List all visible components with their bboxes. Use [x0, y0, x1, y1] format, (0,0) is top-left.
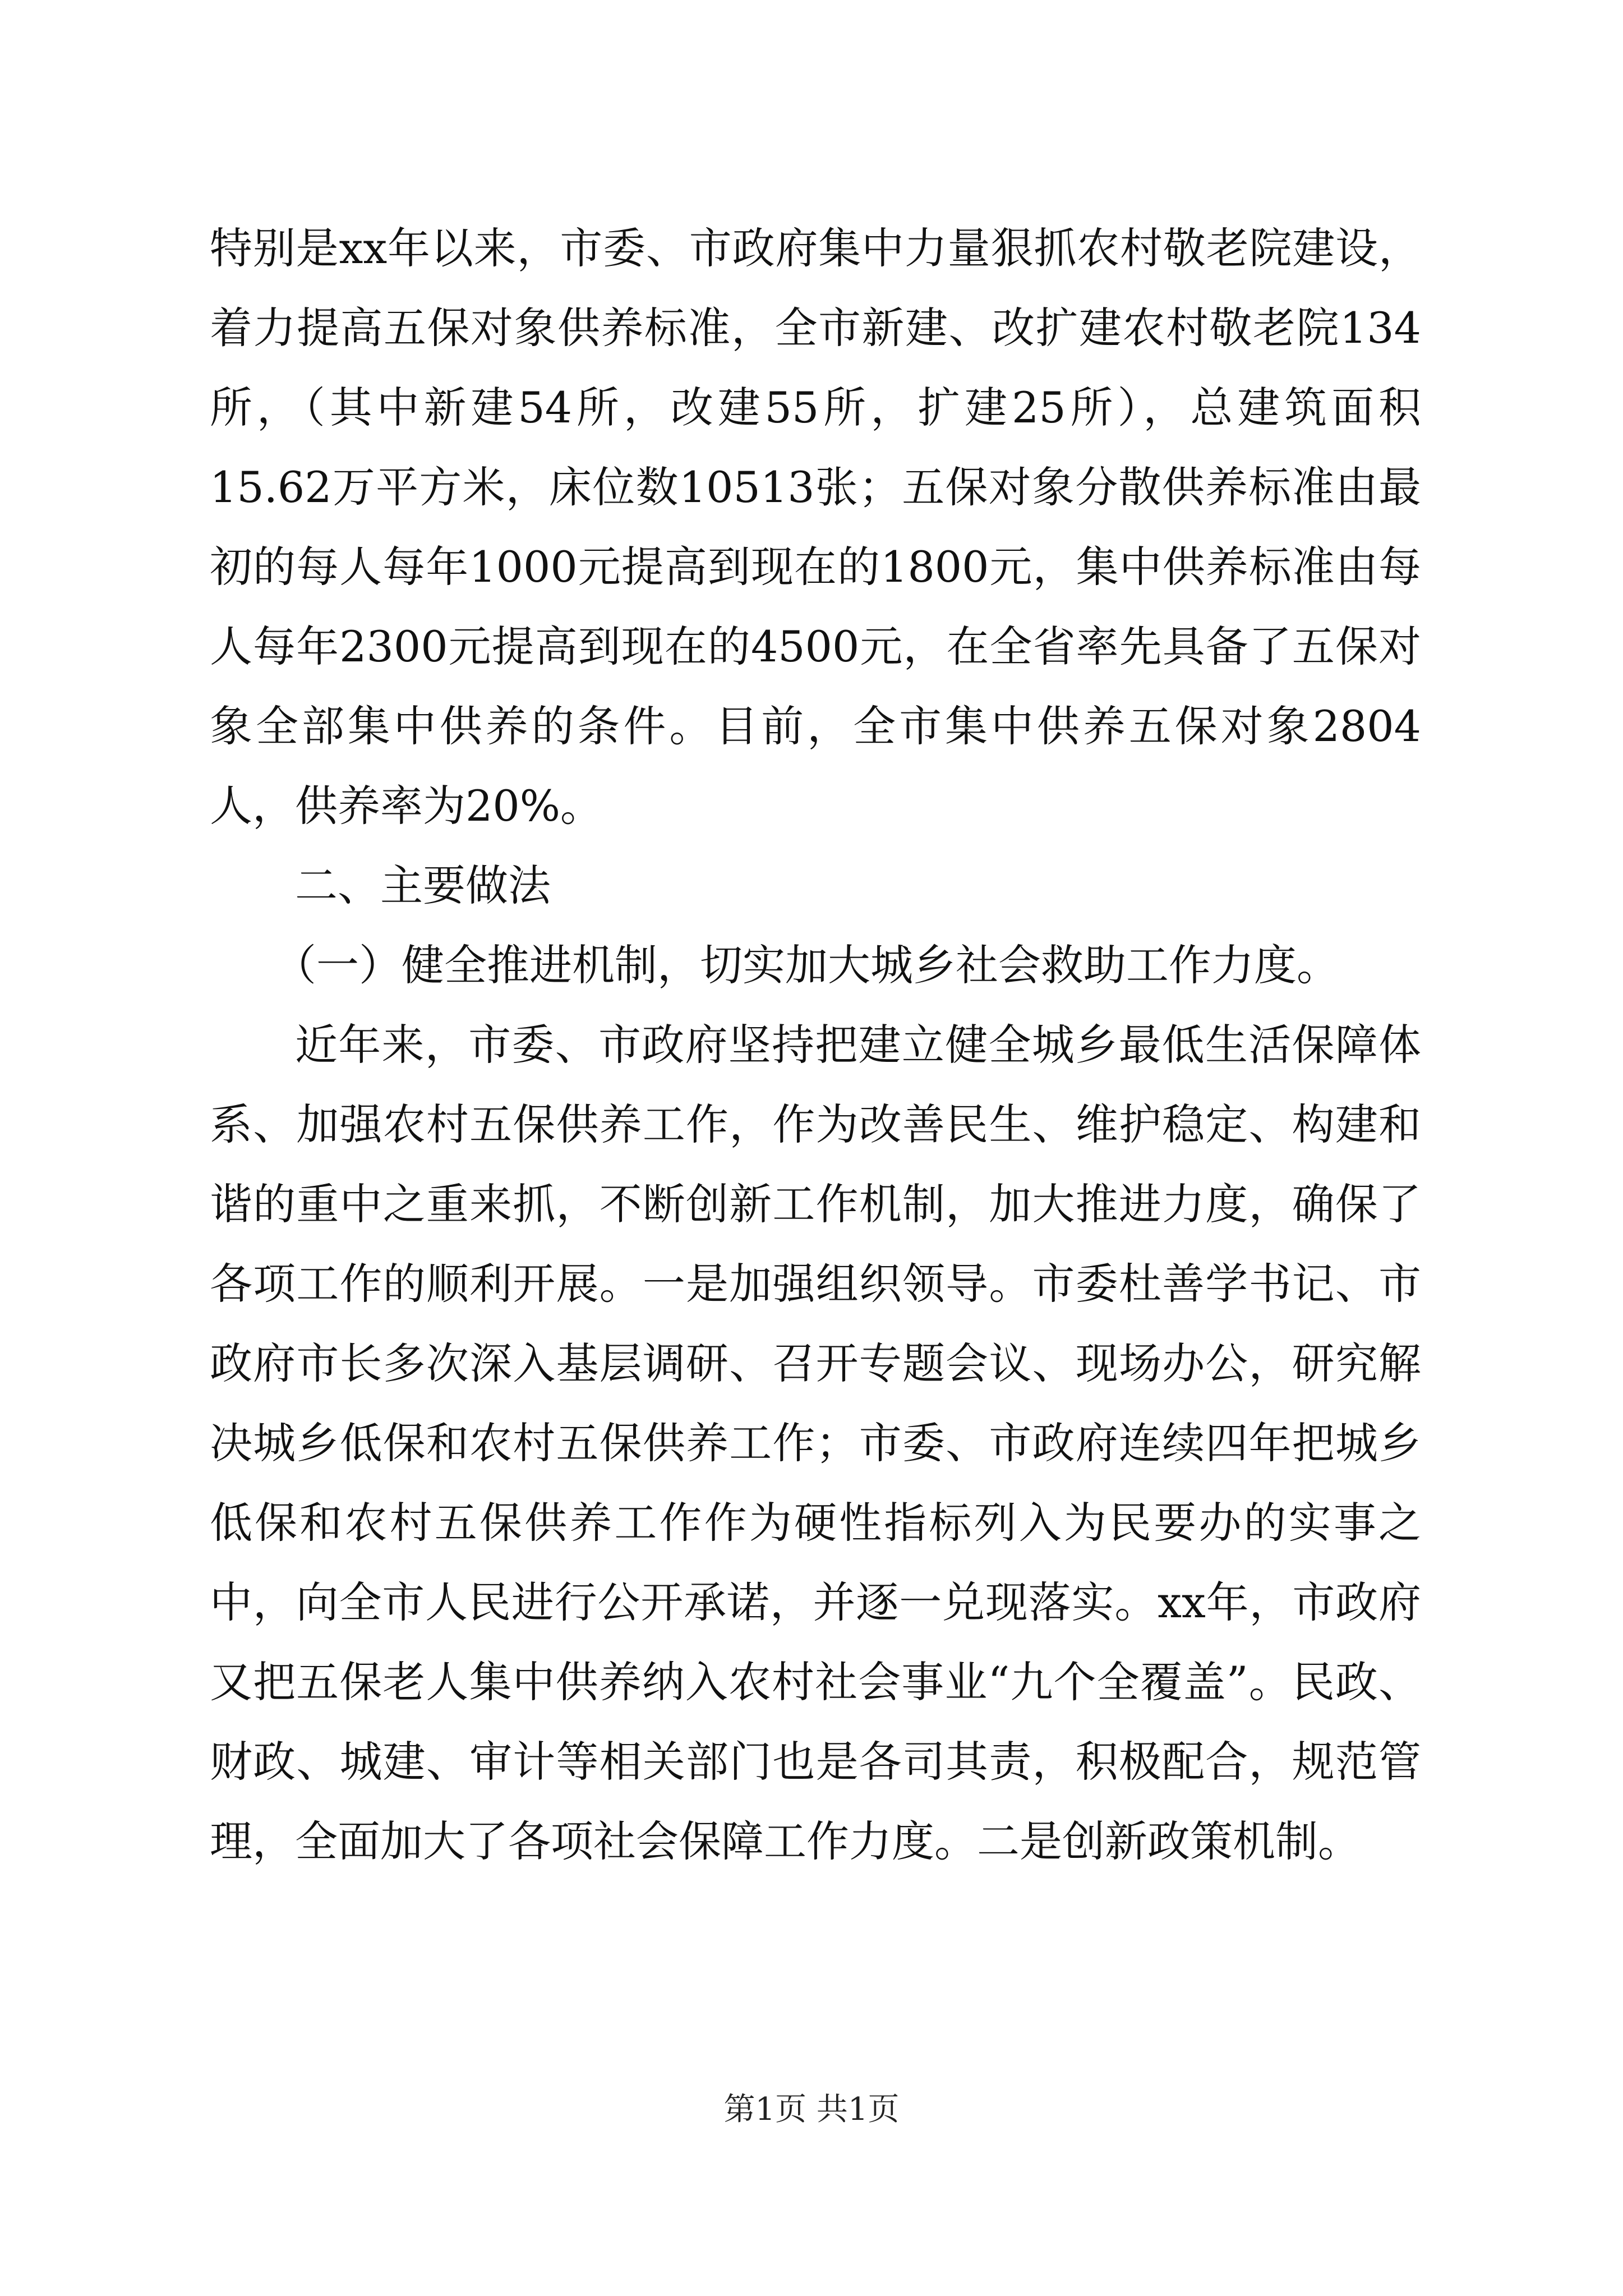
- section-heading: 二、主要做法: [295, 861, 551, 910]
- sub-section-heading: （一）健全推进机制，切实加大城乡社会救助工作力度。: [274, 940, 1339, 990]
- document-body: [210, 209, 1421, 1881]
- page-number-footer: 第1页 共1页: [723, 2091, 900, 2128]
- paragraph-body: 近年来，市委、市政府坚持把建立健全城乡最低生活保障体系、加强农村五保供养工作，作为改善民生、维护稳定、构建和谐的重中之重来抓，不断创新工作机制，加大推进力度，确保了各项工作的顺利开展。一是加强组织领导。市委杜善学书记、市政府市长多次深入基层调研、召开专题会议、现场办公，研究解决城乡低保和农村五保供养工作；市委、市政府连续四年把城乡低保和农村五保供养工作作为硬性指标列入为民要办的实事之中，向全市人民进行公开承诺，并逐一兑现落实。xx年，市政府又把五保老人集中供养纳入农村社会事业“九个全覆盖”。民政、财政、城建、审计等相关部门也是各司其责，积极配合，规范管理，全面加大了各项社会保障工作力度。二是创新政策机制。: [210, 1020, 1421, 1866]
- paragraph-continuation: 特别是xx年以来，市委、市政府集中力量狠抓农村敬老院建设，着力提高五保对象供养标准，全市新建、改扩建农村敬老院134所，（其中新建54所，改建55所，扩建25所），总建筑面积15.62万平方米，床位数10513张；五保对象分散供养标准由最初的每人每年1000元提高到现在的1800元，集中供养标准由每人每年2300元提高到现在的4500元，在全省率先具备了五保对象全部集中供养的条件。目前，全市集中供养五保对象2804人，供养率为20%。: [210, 223, 1421, 831]
